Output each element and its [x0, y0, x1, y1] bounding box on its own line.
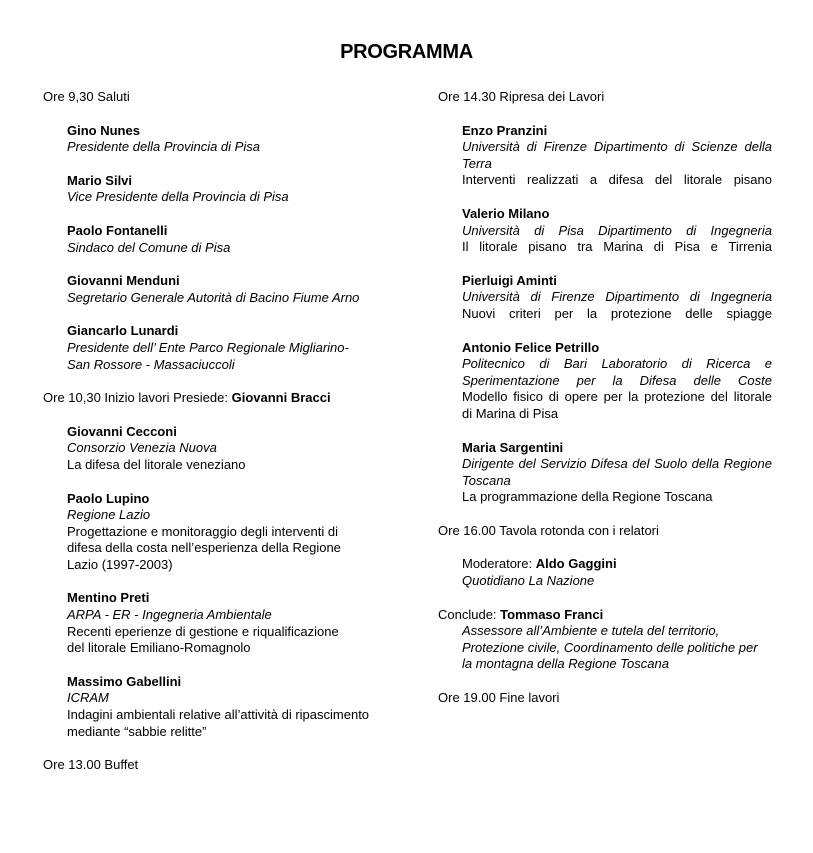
moderator-name: Aldo Gaggini: [535, 556, 617, 572]
speaker-role: Vice Presidente della Provincia di Pisa: [67, 189, 289, 205]
speaker-block: [43, 424, 393, 474]
speaker-org: Università di Firenze Dipartimento di Ingegneria: [462, 289, 772, 305]
speaker-block: [43, 173, 393, 206]
speaker-name: Giovanni Cecconi: [67, 423, 177, 439]
speaker-role: Presidente della Provincia di Pisa: [67, 139, 260, 155]
speaker-org: ICRAM: [67, 690, 109, 706]
session-saluti: Ore 9,30 Saluti: [43, 89, 130, 104]
talk-title: mediante “sabbie relitte”: [67, 723, 207, 739]
speaker-name: Pierluigi Aminti: [462, 272, 557, 288]
speaker-org: Politecnico di Bari Laboratorio di Ricerca e: [462, 356, 772, 372]
speaker-block: [43, 491, 393, 574]
session-label: Ore 10,30 Inizio lavori Presiede:: [43, 390, 232, 406]
chair-name: Giovanni Bracci: [231, 390, 331, 406]
talk-title: Recenti eperienze di gestione e riqualificazione: [67, 623, 339, 639]
speaker-name: Gino Nunes: [67, 122, 140, 138]
speaker-block: [438, 123, 772, 189]
speaker-org: ARPA - ER - Ingegneria Ambientale: [67, 607, 272, 623]
talk-title: La difesa del litorale veneziano: [67, 456, 246, 472]
session-fine-lavori: Ore 19.00 Fine lavori: [438, 690, 560, 706]
concluding-role: Assessore all’Ambiente e tutela del territorio,: [462, 623, 720, 639]
speaker-role: Segretario Generale Autorità di Bacino Fiume Arno: [67, 289, 360, 305]
talk-title: del litorale Emiliano-Romagnolo: [67, 640, 251, 656]
speaker-name: Paolo Lupino: [67, 490, 150, 506]
speaker-role: Sindaco del Comune di Pisa: [67, 239, 231, 255]
speaker-org: Dirigente del Servizio Difesa del Suolo della Regione: [462, 456, 772, 472]
speaker-name: Mario Silvi: [67, 172, 133, 188]
moderator-org: Quotidiano La Nazione: [462, 573, 595, 589]
speaker-org: Consorzio Venezia Nuova: [67, 440, 217, 456]
left-column: [43, 89, 393, 774]
speaker-block: [43, 590, 393, 656]
talk-title: Lazio (1997-2003): [67, 556, 173, 572]
talk-title: Nuovi criteri per la protezione delle spiagge: [462, 305, 772, 321]
speaker-role: San Rossore - Massaciuccoli: [67, 356, 235, 372]
concluding-role: Protezione civile, Coordinamento delle politiche per: [462, 639, 758, 655]
session-tavola-rotonda: Ore 16.00 Tavola rotonda con i relatori: [438, 522, 659, 538]
talk-title: Indagini ambientali relative all’attività di ripascimento: [67, 707, 370, 723]
speaker-block: [438, 340, 772, 423]
speaker-org: Regione Lazio: [67, 507, 151, 523]
speaker-name: Antonio Felice Petrillo: [462, 339, 600, 355]
speaker-block: [43, 674, 393, 740]
speaker-role: Presidente dell’ Ente Parco Regionale Migliarino-: [67, 339, 349, 355]
speaker-block: [438, 273, 772, 323]
moderator-line: [462, 556, 772, 573]
session-inizio-lavori: [43, 390, 393, 407]
speaker-org: Università di Pisa Dipartimento di Ingegneria: [462, 222, 772, 238]
speaker-block: [43, 223, 393, 256]
concluding-line: [438, 607, 772, 624]
moderator-block: [438, 556, 772, 589]
talk-title: Il litorale pisano tra Marina di Pisa e Tirrenia: [462, 239, 772, 255]
speaker-name: Massimo Gabellini: [67, 673, 182, 689]
talk-title: La programmazione della Regione Toscana: [462, 489, 713, 505]
speaker-block: [43, 323, 393, 373]
speaker-block: [438, 206, 772, 256]
speaker-name: Paolo Fontanelli: [67, 222, 168, 238]
right-column: [438, 89, 772, 707]
talk-title: Interventi realizzati a difesa del litorale pisano: [462, 172, 772, 188]
speaker-org: Toscana: [462, 472, 511, 488]
talk-title: Progettazione e monitoraggio degli interventi di: [67, 523, 339, 539]
moderator-label: Moderatore:: [462, 556, 536, 572]
speaker-name: Maria Sargentini: [462, 439, 564, 455]
speaker-org: Terra: [462, 155, 492, 171]
talk-title: difesa della costa nell’esperienza della Regione: [67, 540, 341, 556]
concluding-label: Conclude:: [438, 606, 501, 622]
speaker-org: Università di Firenze Dipartimento di Scienze della: [462, 139, 772, 155]
speaker-name: Mentino Preti: [67, 590, 150, 606]
speaker-block: [43, 273, 393, 306]
concluding-role: la montagna della Regione Toscana: [462, 656, 669, 672]
speaker-block: [438, 440, 772, 506]
speaker-name: Giovanni Menduni: [67, 273, 180, 289]
session-buffet: Ore 13.00 Buffet: [43, 757, 139, 773]
talk-title: Modello fisico di opere per la protezione del litorale: [462, 389, 772, 405]
speaker-name: Enzo Pranzini: [462, 122, 548, 138]
concluding-name: Tommaso Franci: [500, 606, 604, 622]
speaker-org: Sperimentazione per la Difesa delle Coste: [462, 372, 772, 388]
speaker-block: [43, 123, 393, 156]
page-title: PROGRAMMA: [340, 41, 473, 63]
session-ripresa-lavori: Ore 14.30 Ripresa dei Lavori: [438, 89, 605, 104]
speaker-name: Giancarlo Lunardi: [67, 323, 179, 339]
talk-title: di Marina di Pisa: [462, 405, 559, 421]
speaker-name: Valerio Milano: [462, 205, 550, 221]
